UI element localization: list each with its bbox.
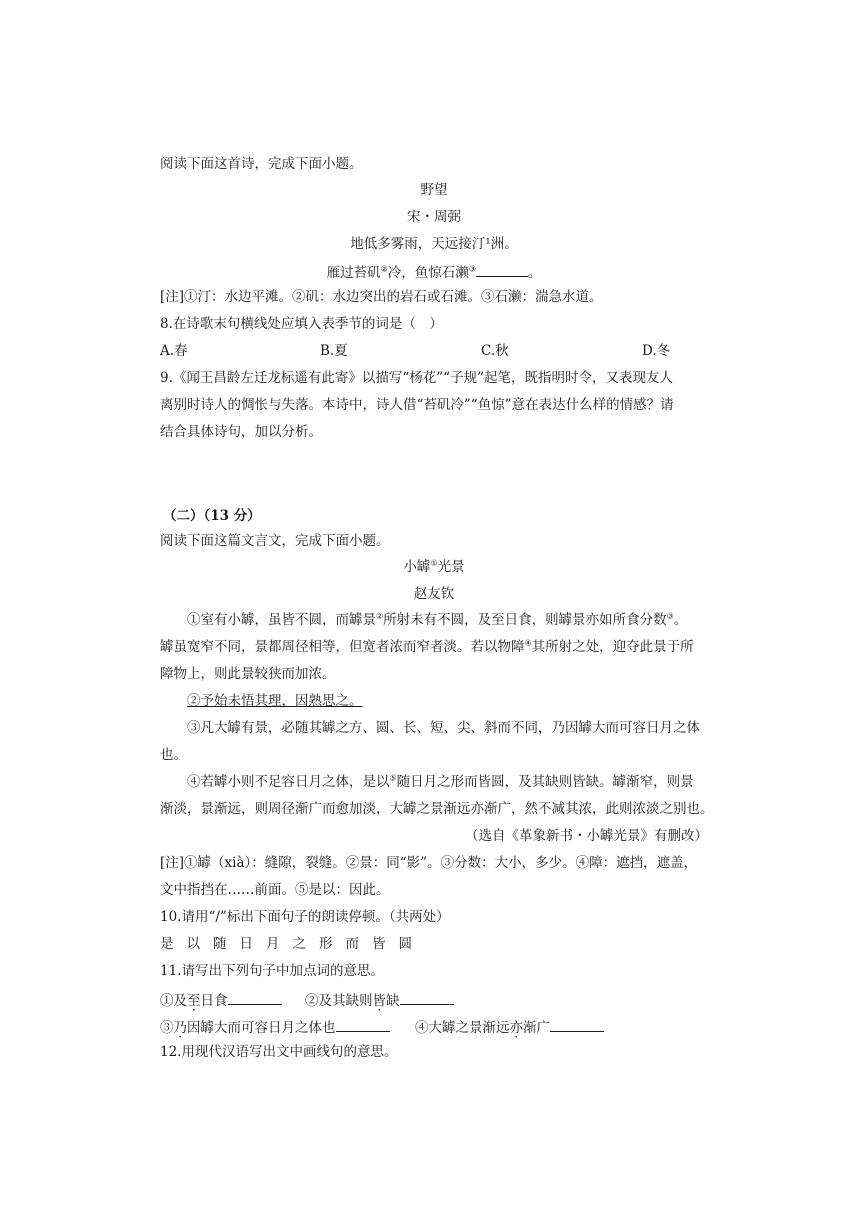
- answer-blank[interactable]: [228, 992, 282, 1005]
- paragraph-4-line-2: 渐淡，景渐远，则周径渐广而愈加淡，大罅之景渐远亦渐广，然不减其浓，此则浓淡之别也。: [160, 801, 714, 817]
- source-citation: （选自《革象新书・小罅光景》有删改）: [465, 828, 708, 844]
- prose-note-line-1: [注]①罅（xià）：缝隙，裂缝。②景：同“影”。③分数：大小，多少。④障：遮挡，遮盖，: [160, 855, 698, 871]
- question-11-item-1: ①及至日食: [160, 992, 282, 1009]
- q8-option-a: A.春: [160, 343, 188, 359]
- question-9-line-2: 离别时诗人的惆怅与失落。本诗中，诗人借“苔矶冷”“鱼惊”意在表达什么样的情感？请: [160, 397, 674, 413]
- poem-author: 宋・周弼: [407, 209, 461, 225]
- q8-option-d: D.冬: [642, 343, 671, 359]
- question-11-item-2: ②及其缺则皆缺: [305, 992, 454, 1009]
- q8-option-c: C.秋: [481, 343, 509, 359]
- prose-title: 小罅①光景: [403, 558, 465, 575]
- poem-intro: 阅读下面这首诗，完成下面小题。: [160, 156, 363, 172]
- prose-note-line-2: 文中指挡在……前面。⑤是以：因此。: [160, 882, 390, 898]
- poem-note: [注]①汀：水边平滩。②矶：水边突出的岩石或石滩。③石濑：湍急水道。: [160, 289, 603, 305]
- paragraph-2-underlined: ②予始未悟其理，因熟思之。: [187, 693, 363, 709]
- prose-intro: 阅读下面这篇文言文，完成下面小题。: [160, 533, 390, 549]
- fill-blank[interactable]: [476, 264, 528, 277]
- question-11-item-3: ③乃因罅大而可容日月之体也: [160, 1019, 390, 1036]
- paragraph-3-line-2: 也。: [160, 747, 187, 763]
- question-11-item-4: ④大罅之景渐远亦渐广: [415, 1019, 604, 1036]
- question-8: 8.在诗歌末句横线处应填入表季节的词是（ ）: [160, 316, 443, 332]
- question-11: 11.请写出下列句子中加点词的意思。: [160, 963, 384, 979]
- answer-blank[interactable]: [400, 992, 454, 1005]
- paragraph-4-line-1: ④若罅小则不足容日月之体，是以⑤随日月之形而皆圆，及其缺则皆缺。罅渐窄，则景: [187, 773, 694, 790]
- question-9-line-1: 9.《闻王昌龄左迁龙标遥有此寄》以描写“杨花”“子规”起笔，既指明时令，又表现友人: [160, 370, 673, 386]
- prose-author: 赵友钦: [413, 586, 455, 602]
- paragraph-1-line-2: 罅虽宽窄不同，景都周径相等，但宽者浓而窄者淡。若以物障④其所射之处，迎夺此景于所: [160, 638, 694, 655]
- poem-line-2: 雁过苔矶②冷，鱼惊石濑③ 。: [326, 264, 542, 281]
- poem-line-1: 地低多雾雨，天远接汀¹洲。: [350, 236, 518, 252]
- paragraph-1-line-1: ①室有小罅，虽皆不圆，而罅景②所射未有不圆，及至日食，则罅景亦如所食分数③。: [187, 611, 688, 628]
- question-9-line-3: 结合具体诗句，加以分析。: [160, 424, 322, 440]
- question-10-sentence: 是 以 随 日 月 之 形 而 皆 圆: [160, 936, 412, 952]
- paragraph-3-line-1: ③凡大罅有景，必随其罅之方、圆、长、短、尖、斜而不同，乃因罅大而可容日月之体: [187, 720, 700, 736]
- section-heading: （二）（13 分）: [163, 508, 261, 524]
- paragraph-1-line-3: 障物上，则此景较狭而加浓。: [160, 666, 336, 682]
- answer-blank[interactable]: [550, 1019, 604, 1032]
- question-12: 12.用现代汉语写出文中画线句的意思。: [160, 1044, 398, 1060]
- poem-title: 野望: [420, 182, 448, 198]
- answer-blank[interactable]: [336, 1019, 390, 1032]
- q8-option-b: B.夏: [320, 343, 348, 359]
- question-10: 10.请用“/”标出下面句子的朗读停顿。（共两处）: [160, 909, 450, 925]
